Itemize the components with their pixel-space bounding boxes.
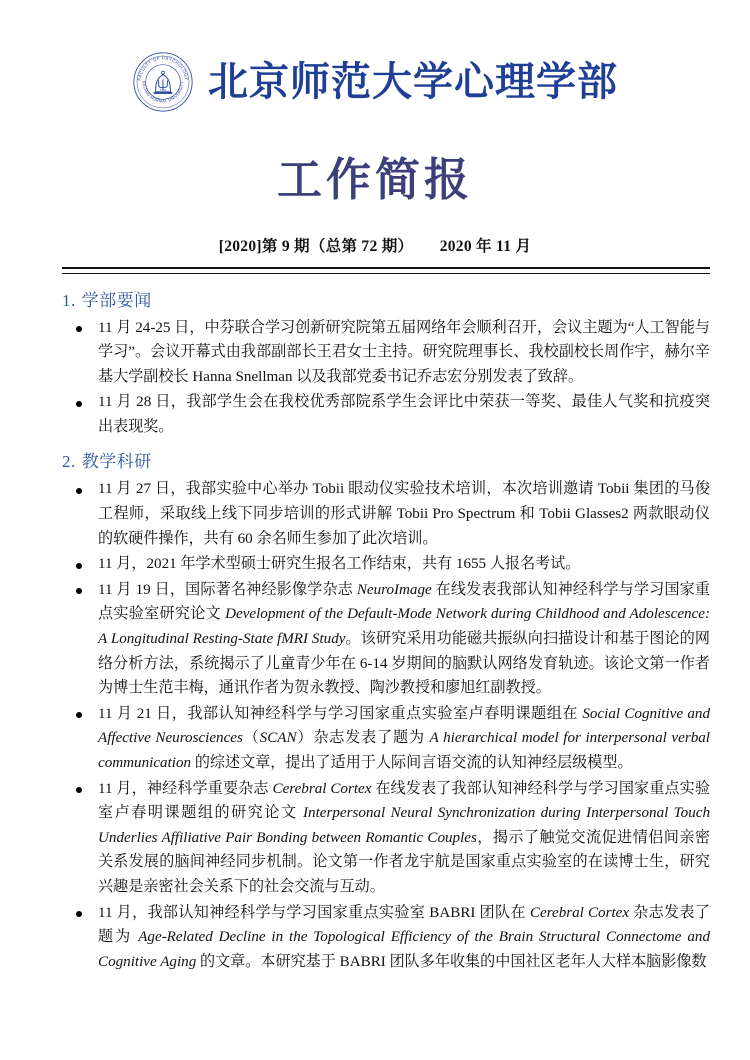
section-heading	[62, 447, 710, 472]
issue-date: 2020 年 11 月	[439, 237, 532, 255]
issue-number: [2020]第 9 期（总第 72 期）	[218, 237, 414, 255]
university-seal-icon	[132, 51, 194, 113]
italic-title-text: Interpersonal Neural Synchronization during Interpersonal Touch Underlies Affiliative Pair Bonding between Romantic Couples	[98, 805, 711, 846]
section-heading	[62, 286, 710, 311]
body-text: 的文章。本研究基于	[196, 953, 340, 970]
masthead	[40, 0, 710, 104]
latin-text: Hanna Snellman	[192, 368, 293, 385]
bullet-item	[62, 390, 710, 439]
bullet-item	[62, 901, 710, 975]
body-text: 杂志发表了题为	[98, 904, 710, 946]
italic-title-text: Social Cognitive and Affective Neurosciences	[98, 705, 710, 747]
bullet-item	[62, 702, 710, 776]
body-text: 眼动仪实验技术培训，本次培训邀请	[344, 481, 598, 498]
body-text: 以及我部党委书记乔志宏分别发表了致辞。	[292, 368, 584, 385]
body-text: 团队在	[475, 904, 530, 921]
body-text: 11 月，我部认知神经科学与学习国家重点实验室	[98, 904, 430, 921]
body-text: 11 月 27 日，我部实验中心举办	[98, 481, 313, 498]
section-title: 学部要闻	[81, 290, 152, 310]
latin-text: Tobii Pro Spectrum	[396, 506, 516, 523]
italic-title-text: Development of the Default-Mode Network during Childhood and Adolescence: A Longitudinal Resting-State fMRI Study	[98, 606, 710, 648]
organization-name: 北京师范大学心理学部	[208, 59, 618, 104]
section-number: 2.	[62, 452, 76, 472]
latin-text: BABRI	[339, 953, 386, 970]
body-text: 集团的马俊工程师，采取线上线下同步培训的形式讲解	[98, 481, 710, 523]
svg-text:FACULTY OF PSYCHOLOGY: FACULTY OF PSYCHOLOGY	[136, 55, 190, 81]
bullet-item	[62, 316, 710, 390]
body-text: ）杂志发表了题为	[296, 730, 430, 747]
svg-text:1902: 1902	[159, 87, 167, 92]
bullet-list	[62, 316, 710, 440]
body-text: 两款眼动仪的软硬件操作，共有 60 余名师生参加了此次培训。	[98, 506, 710, 547]
body-text: （	[242, 730, 260, 747]
body-text: 在线发表了我部认知神经科学与学习国家重点实验室卢春明课题组的研究论文	[98, 780, 710, 822]
bullet-item	[62, 578, 710, 701]
italic-title-text: Cerebral Cortex	[529, 904, 630, 921]
section-title: 教学科研	[81, 452, 152, 472]
body-text: 和	[515, 506, 540, 523]
body-text: ，揭示了触觉交流促进情侣间亲密关系发展的脑间神经同步机制。论文第一作者龙宇航是国家重点实验室的在读博士生，研究兴趣是亲密社会关系下的社会交流与互动。	[98, 829, 710, 895]
body-text: 11 月，2021 年学术型硕士研究生报名工作结束，共有 1655 人报名考试。	[98, 556, 581, 573]
bullet-item	[62, 477, 710, 551]
body-text: 。该研究采用功能磁共振纵向扫描设计和基于图论的网络分析方法，系统揭示了儿童青少年在 6-14 岁期间的脑默认网络发育轨迹。该论文第一作者为博士生范丰梅，通讯作者为贺永教授、陶沙教授和廖旭红副教授。	[98, 631, 710, 697]
latin-text: Tobii	[312, 481, 345, 498]
body-text: 团队多年收集的中国社区老年人大样本脑影像数	[385, 953, 707, 970]
italic-title-text: A hierarchical model for interpersonal verbal communication	[98, 730, 710, 771]
section-number: 1.	[62, 290, 76, 310]
latin-text: Tobii	[597, 481, 630, 498]
bullet-item	[62, 552, 710, 577]
svg-text:BEIJING NORMAL UNIVERSITY: BEIJING NORMAL UNIVERSITY	[141, 80, 185, 104]
document-body	[40, 286, 710, 975]
body-text: 11 月 24-25 日，中芬联合学习创新研究院第五届网络年会顺利召开，会议主题为“人工智能与学习”。会议开幕式由我部副部长王君女士主持。研究院理事长、我校副校长周作宇，赫尔辛基大学副校长	[98, 319, 710, 385]
italic-title-text: Age-Related Decline in the Topological Efficiency of the Brain Structural Connectome and Cognitive Aging	[98, 929, 710, 970]
issue-line	[40, 234, 710, 256]
latin-text: Tobii Glasses2	[539, 506, 629, 523]
latin-text: BABRI	[429, 904, 476, 921]
document-title: 工作简报	[276, 155, 473, 205]
body-text: 11 月 28 日，我部学生会在我校优秀部院系学生会评比中荣获一等奖、最佳人气奖和抗疫突出表现奖。	[98, 394, 710, 435]
italic-title-text: Cerebral Cortex	[272, 780, 372, 797]
body-text: 11 月 21 日，我部认知神经科学与学习国家重点实验室卢春明课题组在	[98, 705, 583, 722]
body-text: 11 月，神经科学重要杂志	[98, 780, 273, 797]
italic-title-text: SCAN	[259, 730, 297, 747]
body-text: 在线发表我部认知神经科学与学习国家重点实验室研究论文	[98, 581, 710, 623]
bullet-item	[62, 777, 710, 900]
body-text: 的综述文章，提出了适用于人际间言语交流的认知神经层级模型。	[191, 755, 633, 771]
bullet-list	[62, 477, 710, 974]
italic-title-text: NeuroImage	[356, 581, 432, 598]
header-divider	[62, 267, 710, 274]
body-text: 11 月 19 日，国际著名神经影像学杂志	[98, 581, 357, 598]
